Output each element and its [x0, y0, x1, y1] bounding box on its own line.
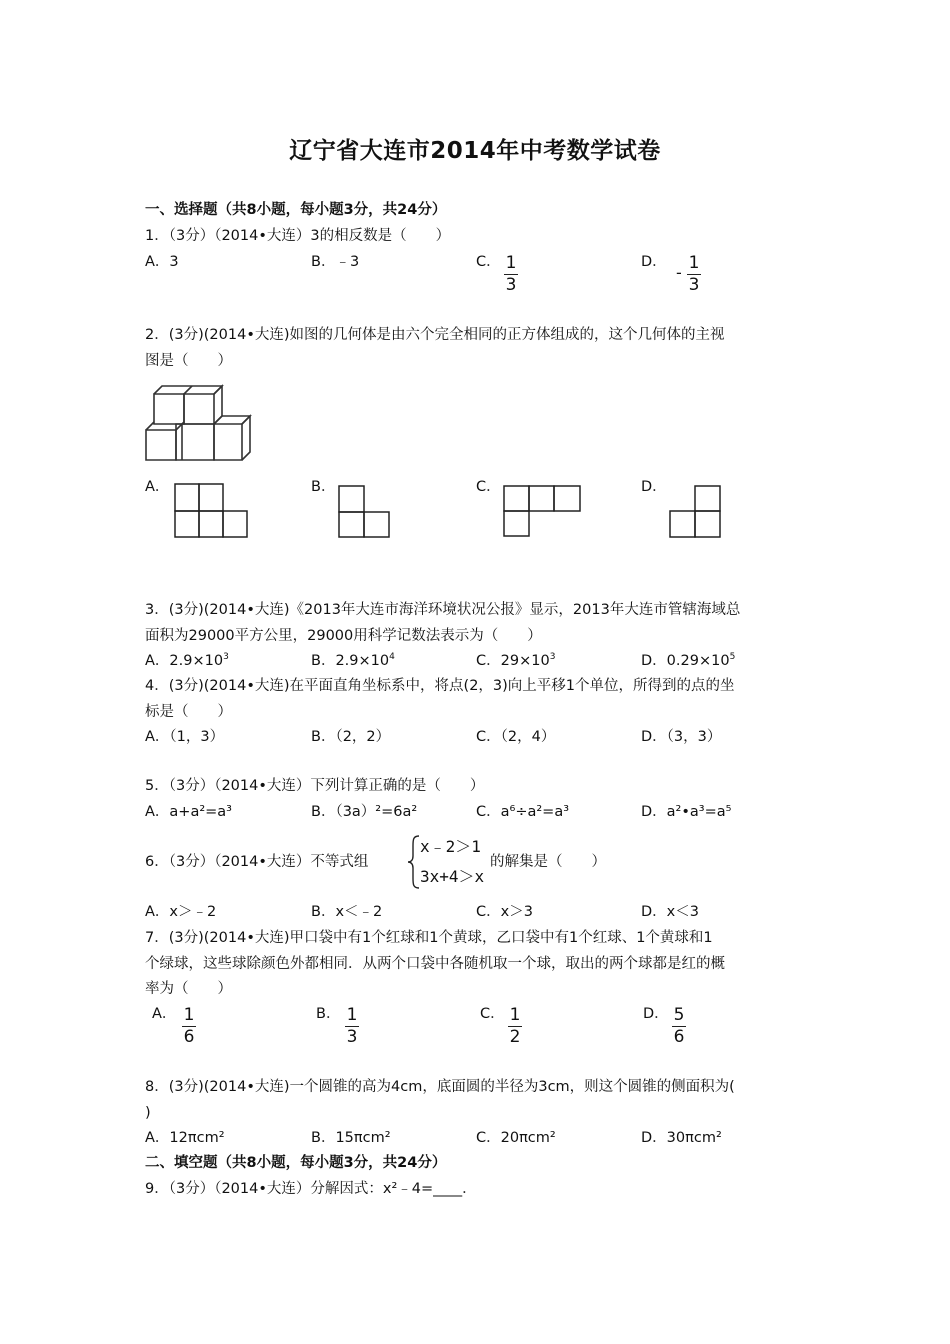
q6-option-d: D．x＜3: [641, 904, 699, 920]
q1-option-b: B．﹣3: [311, 254, 360, 270]
q7-option-a-label: A．: [152, 1006, 177, 1022]
section-heading-choice: 一、选择题（共8小题，每小题3分，共24分）: [145, 202, 447, 218]
q6-option-a: A．x＞﹣2: [145, 904, 217, 920]
question-4-line1: 4．(3分)(2014•大连)在平面直角坐标系中，将点(2，3)向上平移1个单位，所得到的点的坐: [145, 678, 735, 694]
question-6-stem-pre: 6．（3分）（2014•大连）不等式组: [145, 854, 369, 870]
q8-option-d: D．30πcm²: [641, 1130, 722, 1146]
question-8-line1: 8．(3分)(2014•大连)一个圆锥的高为4cm，底面圆的半径为3cm，则这个圆锥的侧面积为(: [145, 1079, 735, 1095]
question-5-stem: 5．（3分）（2014•大连）下列计算正确的是（ ）: [145, 778, 485, 794]
question-7-line1: 7．(3分)(2014•大连)甲口袋中有1个红球和1个黄球，乙口袋中有1个红球、1个黄球和1: [145, 930, 713, 946]
q2-option-a-label: A．: [145, 479, 170, 495]
question-7-line3: 率为（ ）: [145, 981, 232, 997]
q1-option-c-label: C．: [476, 254, 501, 270]
q5-option-b: B．（3a）²=6a²: [311, 804, 418, 820]
q4-option-a: A．（1，3）: [145, 729, 225, 745]
q7-option-c-label: C．: [480, 1006, 505, 1022]
q4-option-d: D．（3，3）: [641, 729, 722, 745]
q3-option-c: C．$29\times 10^3$: [476, 652, 556, 669]
q5-option-a: A．a+a²=a³: [145, 804, 232, 820]
q7-option-b-label: B．: [316, 1006, 341, 1022]
q3-option-a: A．$2.9\times 10^3$: [145, 652, 229, 669]
q5-option-c: C．a⁶÷a²=a³: [476, 804, 570, 820]
q7-option-c-fraction: 1 2: [509, 1005, 521, 1047]
q2-option-b-figure: [338, 485, 391, 539]
q1-option-d-fraction: 1 3: [688, 253, 700, 295]
inequality-1: x﹣2＞1: [420, 837, 481, 856]
question-2-line1: 2．(3分)(2014•大连)如图的几何体是由六个完全相同的正方体组成的，这个几何体的主视: [145, 327, 725, 343]
q8-option-a: A．12πcm²: [145, 1130, 225, 1146]
q7-option-d-fraction: 5 6: [673, 1005, 685, 1047]
q1-option-d-sign: -: [676, 263, 682, 282]
q7-option-d-label: D．: [643, 1006, 669, 1022]
q2-option-b-label: B．: [311, 479, 336, 495]
page-title: 辽宁省大连市2014年中考数学试卷: [289, 138, 661, 164]
q3-option-d: D．$0.29\times 10^5$: [641, 652, 736, 669]
question-8-line2: ): [145, 1105, 151, 1121]
q6-option-b: B．x＜﹣2: [311, 904, 383, 920]
question-3-line2: 面积为29000平方公里，29000用科学记数法表示为（ ）: [145, 628, 542, 644]
q1-option-c-fraction: 1 3: [505, 253, 517, 295]
q8-option-b: B．15πcm²: [311, 1130, 391, 1146]
q8-option-c: C．20πcm²: [476, 1130, 556, 1146]
question-6-stem-post: 的解集是（ ）: [490, 854, 606, 870]
question-1-stem: 1．（3分）（2014•大连）3的相反数是（ ）: [145, 228, 451, 244]
inequality-system-brace: [407, 834, 421, 890]
q4-option-b: B．（2，2）: [311, 729, 391, 745]
q2-option-d-figure: [668, 485, 722, 539]
question-4-line2: 标是（ ）: [145, 704, 232, 720]
inequality-2: 3x+4＞x: [420, 867, 485, 886]
q2-option-c-figure: [503, 485, 583, 539]
q7-option-a-fraction: 1 6: [183, 1005, 195, 1047]
question-9-stem: 9．（3分）（2014•大连）分解因式：x²﹣4=____．: [145, 1181, 477, 1197]
cube-solid-figure: [142, 384, 254, 464]
section-heading-fill: 二、填空题（共8小题，每小题3分，共24分）: [145, 1155, 447, 1171]
q6-option-c: C．x＞3: [476, 904, 533, 920]
q1-option-a: A．3: [145, 254, 179, 270]
question-3-line1: 3．(3分)(2014•大连)《2013年大连市海洋环境状况公报》显示，2013年大连市管辖海域总: [145, 602, 741, 618]
q4-option-c: C．（2，4）: [476, 729, 556, 745]
q2-option-a-figure: [174, 483, 248, 539]
q5-option-d: D．a²•a³=a⁵: [641, 804, 732, 820]
q1-option-d-label: D．: [641, 254, 667, 270]
q7-option-b-fraction: 1 3: [346, 1005, 358, 1047]
question-2-line2: 图是（ ）: [145, 353, 232, 369]
q3-option-b: B．$2.9\times 10^4$: [311, 652, 395, 669]
q2-option-d-label: D．: [641, 479, 667, 495]
q2-option-c-label: C．: [476, 479, 501, 495]
question-7-line2: 个绿球，这些球除颜色外都相同．从两个口袋中各随机取一个球，取出的两个球都是红的概: [145, 956, 725, 972]
